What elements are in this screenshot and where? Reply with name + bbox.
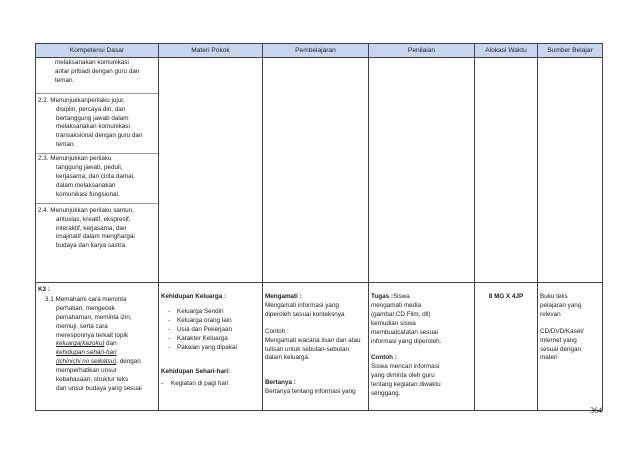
pembelajaran-title-bertanya: Bertanya : bbox=[265, 379, 296, 387]
table-row bbox=[36, 283, 603, 411]
syllabus-table bbox=[35, 43, 603, 411]
list-item: - Usia dan Pekerjaan bbox=[167, 325, 232, 333]
kd-2-3: 2.3. Menunjukkan perilaku tanggung jawab, peduli, kerjasama, dan cinta damai, dalam melaksanakan komunikasi fungsional. bbox=[36, 153, 158, 203]
header-materi-pokok: Materi Pokok bbox=[159, 44, 263, 58]
materi-title-sehari: Kehidupan Sehari-hari: bbox=[161, 368, 231, 376]
materi-title-keluarga: Kehidupan Keluarga : bbox=[161, 293, 227, 300]
list-item: - Pakaian yang dipakai bbox=[167, 343, 237, 351]
penilaian-empty-cell bbox=[369, 58, 475, 283]
table-row bbox=[36, 58, 603, 283]
sumber-belajar-cell: Buku teks pelajaran yang relevan CD/DVD/Kaset/ Internet yang sesuai dengan materi bbox=[538, 283, 603, 411]
alokasi-empty-cell bbox=[475, 58, 538, 283]
kd-2-4: 2.4. Menunjukkan perilaku santun, antusias, kreatif, ekspresif, interaktif, kerjasama, dan imajinatif dalam menghargai budaya dan karya sastra. bbox=[36, 203, 158, 256]
list-item: - Kegiatan di pagi hari bbox=[161, 380, 229, 388]
sumber-empty-cell bbox=[538, 58, 603, 283]
pembelajaran-cell: Mengamati : Mengamati informasi yang diperoleh sesuai konteksnya Contoh : Mengamati wacana lisan dan atau tulisan untuk sebutan-sebutan dalam keluarga. Bertanya : Bertanya tentang informasi yang bbox=[263, 283, 369, 411]
header-kompetensi-dasar: Kompetensi Dasar bbox=[36, 44, 159, 58]
kd-continuation: melaksanakan komunikasi antar pribadi dengan guru dan teman. bbox=[55, 59, 140, 84]
materi-empty-cell bbox=[159, 58, 263, 283]
kd-2-2: 2.2. Menunjukkanperilaku jujur, disiplin, percaya diri, dan bertanggung jawab dalam melaksanakan komunikasi transaksional dengan guru dan teman. bbox=[36, 93, 158, 153]
alokasi-waktu-cell: 8 MG X 4JP bbox=[475, 283, 538, 411]
header-penilaian: Penilaian bbox=[369, 44, 475, 58]
penilaian-title-contoh: Contoh : bbox=[371, 354, 397, 362]
kd-cell bbox=[36, 58, 159, 283]
kd-k3-cell: K3 : 3.1 Memahami cara meminta perhatian, mengecek pemahaman, meminta izin, memuji, serta cara meresponnya terkait topik keluarga(kazoku) dan kehidupan sehari-hari (ichinichi no seikatsu), dengan memperhatikan unsur kebahasaan, struktur teks dan unsur budaya yang sesuai bbox=[36, 283, 159, 411]
list-item: - Keluarga orang lain bbox=[167, 316, 232, 324]
header-pembelajaran: Pembelajaran bbox=[263, 44, 369, 58]
pembelajaran-empty-cell bbox=[263, 58, 369, 283]
penilaian-title-tugas: Tugas : bbox=[371, 293, 393, 300]
pembelajaran-title-mengamati: Mengamati : bbox=[265, 293, 302, 300]
page-number: 364 bbox=[590, 406, 602, 415]
penilaian-cell: Tugas :Siswa mengamati media (gambar,CD,Film, dll) kemudian siswa membuatcatatan sesuai informasi yang diperoleh. Contoh : Siswa mencari informasi yang diminta oleh guru tentang kegiatan diwaktu senggang. bbox=[369, 283, 475, 411]
header-sumber-belajar: Sumber Belajar bbox=[538, 44, 603, 58]
header-row bbox=[36, 44, 603, 58]
materi-pokok-cell bbox=[159, 283, 263, 411]
list-item: - Keluarga Sendiri bbox=[167, 307, 224, 315]
k3-label: K3 : bbox=[38, 286, 50, 293]
header-alokasi-waktu: Alokasi Waktu bbox=[475, 44, 538, 58]
list-item: - Karakter Keluarga bbox=[167, 334, 228, 342]
